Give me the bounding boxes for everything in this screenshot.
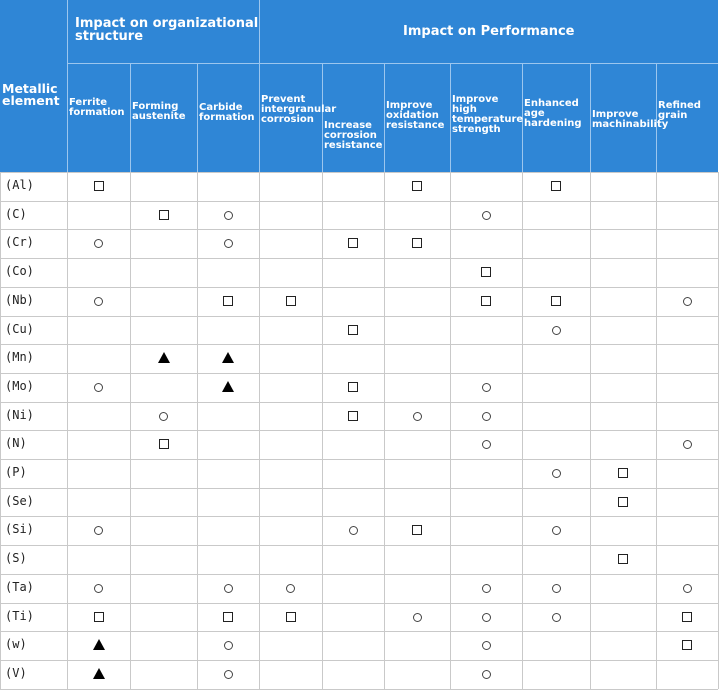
circle-mark bbox=[482, 211, 491, 220]
triangle-mark bbox=[222, 352, 234, 363]
square-mark bbox=[286, 612, 296, 622]
triangle-mark bbox=[93, 668, 105, 679]
element-label: (P) bbox=[5, 465, 27, 479]
column-header-9: Refined grain bbox=[658, 100, 701, 121]
square-mark bbox=[618, 554, 628, 564]
table-row bbox=[0, 631, 718, 660]
square-mark bbox=[159, 210, 169, 220]
column-header-0: Ferrite formation bbox=[69, 97, 125, 118]
square-mark bbox=[412, 181, 422, 191]
square-mark bbox=[286, 296, 296, 306]
triangle-mark bbox=[222, 381, 234, 392]
square-mark bbox=[551, 296, 561, 306]
circle-mark bbox=[482, 412, 491, 421]
table-row bbox=[0, 574, 718, 603]
circle-mark bbox=[482, 584, 491, 593]
header-group-organizational bbox=[67, 0, 259, 172]
square-mark bbox=[412, 525, 422, 535]
circle-mark bbox=[683, 297, 692, 306]
table-row bbox=[0, 660, 718, 689]
square-mark bbox=[682, 640, 692, 650]
column-header-1: Forming austenite bbox=[132, 101, 186, 122]
element-label: (Si) bbox=[5, 522, 34, 537]
square-mark bbox=[481, 296, 491, 306]
column-header-7: Enhanced age hardening bbox=[524, 98, 582, 129]
square-mark bbox=[412, 238, 422, 248]
square-mark bbox=[348, 238, 358, 248]
square-mark bbox=[94, 612, 104, 622]
element-label: (Ni) bbox=[5, 407, 34, 422]
element-label: (Ti) bbox=[5, 608, 34, 623]
circle-mark bbox=[94, 526, 103, 535]
square-mark bbox=[159, 439, 169, 449]
table-row bbox=[0, 373, 718, 402]
table-row bbox=[0, 488, 718, 517]
circle-mark bbox=[224, 211, 233, 220]
element-label: (C) bbox=[5, 206, 27, 221]
table-row bbox=[0, 201, 718, 230]
circle-mark bbox=[349, 526, 358, 535]
column-header-3: Prevent intergranular corrosion bbox=[261, 94, 337, 125]
element-label: (Cr) bbox=[5, 235, 34, 250]
square-mark bbox=[551, 181, 561, 191]
element-label: (Al) bbox=[5, 178, 34, 192]
square-mark bbox=[618, 497, 628, 507]
element-label: (w) bbox=[5, 637, 27, 652]
element-label: (S) bbox=[5, 551, 27, 566]
element-label: (Se) bbox=[5, 493, 34, 508]
circle-mark bbox=[286, 584, 295, 593]
circle-mark bbox=[482, 613, 491, 622]
circle-mark bbox=[552, 613, 561, 622]
element-label: (N) bbox=[5, 436, 27, 451]
circle-mark bbox=[224, 670, 233, 679]
table-row bbox=[0, 344, 718, 373]
circle-mark bbox=[552, 326, 561, 335]
square-mark bbox=[348, 325, 358, 335]
table-row bbox=[0, 287, 718, 316]
square-mark bbox=[348, 411, 358, 421]
square-mark bbox=[481, 267, 491, 277]
element-label: (Cu) bbox=[5, 321, 34, 336]
circle-mark bbox=[224, 239, 233, 248]
header-left-cell bbox=[0, 0, 67, 172]
column-header-6: Improve high temperature strength bbox=[452, 94, 524, 135]
element-label: (Nb) bbox=[5, 292, 34, 307]
element-label: (Mn) bbox=[5, 350, 34, 365]
circle-mark bbox=[94, 239, 103, 248]
square-mark bbox=[682, 612, 692, 622]
table-row bbox=[0, 316, 718, 345]
circle-mark bbox=[683, 440, 692, 449]
table-row bbox=[0, 172, 718, 201]
table-row bbox=[0, 229, 718, 258]
square-mark bbox=[223, 296, 233, 306]
circle-mark bbox=[94, 584, 103, 593]
circle-mark bbox=[552, 526, 561, 535]
circle-mark bbox=[552, 469, 561, 478]
table-row bbox=[0, 603, 718, 632]
table-row bbox=[0, 459, 718, 488]
circle-mark bbox=[482, 440, 491, 449]
table-row bbox=[0, 402, 718, 431]
circle-mark bbox=[159, 412, 168, 421]
table-row bbox=[0, 258, 718, 287]
header-group2-title: Impact on Performance bbox=[403, 24, 575, 39]
circle-mark bbox=[94, 383, 103, 392]
table-row bbox=[0, 430, 718, 459]
table-row bbox=[0, 545, 718, 574]
column-header-2: Carbide formation bbox=[199, 102, 255, 123]
circle-mark bbox=[482, 383, 491, 392]
element-label: (Ta) bbox=[5, 579, 34, 594]
element-label: (Co) bbox=[5, 264, 34, 279]
header-group1-title: Impact on organizational structure bbox=[75, 16, 259, 44]
column-header-8: Improve machinability bbox=[592, 109, 669, 130]
element-label: (V) bbox=[5, 665, 27, 680]
circle-mark bbox=[482, 641, 491, 650]
triangle-mark bbox=[93, 639, 105, 650]
table-row bbox=[0, 516, 718, 545]
circle-mark bbox=[224, 584, 233, 593]
square-mark bbox=[618, 468, 628, 478]
circle-mark bbox=[552, 584, 561, 593]
circle-mark bbox=[482, 670, 491, 679]
column-header-5: Improve oxidation resistance bbox=[386, 100, 445, 131]
square-mark bbox=[223, 612, 233, 622]
circle-mark bbox=[683, 584, 692, 593]
triangle-mark bbox=[158, 352, 170, 363]
square-mark bbox=[348, 382, 358, 392]
circle-mark bbox=[413, 412, 422, 421]
header-left-label: Metallic element bbox=[2, 81, 60, 108]
circle-mark bbox=[224, 641, 233, 650]
element-label: (Mo) bbox=[5, 378, 34, 393]
circle-mark bbox=[94, 297, 103, 306]
square-mark bbox=[94, 181, 104, 191]
circle-mark bbox=[413, 613, 422, 622]
column-header-4: Increase corrosion resistance bbox=[324, 120, 383, 151]
